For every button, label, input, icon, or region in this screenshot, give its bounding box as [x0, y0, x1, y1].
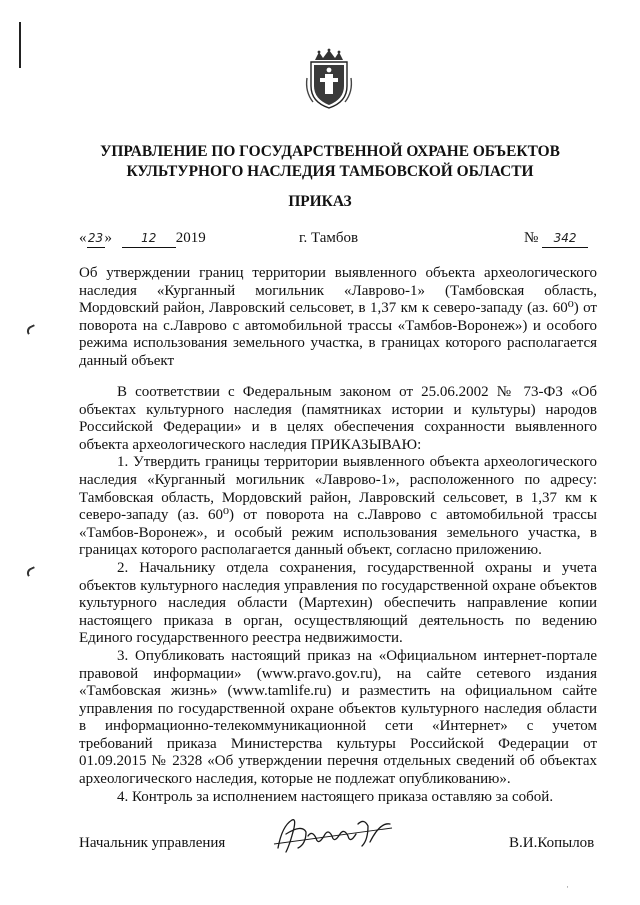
- order-number-value: 342: [542, 229, 588, 248]
- signatory-position: Начальник управления: [79, 835, 226, 851]
- agency-name: [60, 142, 600, 182]
- order-item-4: 4. Контроль за исполнением настоящего приказа оставляю за собой.: [117, 788, 554, 805]
- agency-name-line1: УПРАВЛЕНИЕ ПО ГОСУДАРСТВЕННОЙ ОХРАНЕ ОБЪЕКТОВ: [100, 143, 560, 160]
- coat-of-arms-icon: [303, 48, 355, 110]
- number-sign: №: [524, 230, 539, 246]
- order-number: [524, 229, 588, 248]
- date-year: 2019: [175, 230, 206, 246]
- agency-name-line2: КУЛЬТУРНОГО НАСЛЕДИЯ ТАМБОВСКОЙ ОБЛАСТИ: [126, 163, 534, 180]
- hole-punch-mark: [25, 566, 37, 577]
- order-item-1: 1. Утвердить границы территории выявленного объекта археологического наследия «Курганный могильник «Лаврово-1», расположенного по адресу: Тамбовская область, Мордовский район, Лавровский сельсовет, в 1,37 км к северо-западу (аз. 60⁰) от поворота на с.Лаврово с автомобильной трассы «Тамбов-Воронеж», и особый режим использования земельного участка, в границах которого располагается данный объект, согласно приложению.: [79, 454, 597, 559]
- signatory-name: В.И.Копылов: [509, 835, 595, 851]
- order-body: [79, 384, 597, 806]
- order-item-3: 3. Опубликовать настоящий приказ на «Официальном интернет-портале правовой информации» (www.pravo.gov.ru), на сайте сетевого издания «Тамбовская жизнь» (www.tamlife.ru) и разместить на официальном сайте управления по государственной охране объектов культурного наследия области в информационно-телекоммуникационной сети «Интернет» с учетом требований приказа Министерства культуры Российской Федерации от 01.09.2015 № 2328 «Об утверждении перечня отдельных сведений об объектах археологического наследия, которые не подлежат опубликованию».: [79, 647, 597, 788]
- date-open-quote: «: [79, 230, 87, 246]
- scan-edge-line: [19, 22, 21, 68]
- document-type-title: ПРИКАЗ: [288, 193, 352, 210]
- order-item-2: 2. Начальнику отдела сохранения, государственной охраны и учета объектов культурного наследия управления по государственной охране объектов культурного наследия области (Мартехин) обеспечить направление копии настоящего приказа в орган, осуществляющий деятельность по ведению Единого государственного реестра недвижимости.: [79, 559, 597, 647]
- date-month: 12: [122, 229, 176, 248]
- date-day: 23: [87, 229, 105, 248]
- preamble-paragraph: В соответствии с Федеральным законом от 25.06.2002 № 73-ФЗ «Об объектах культурного наследия (памятниках истории и культуры) народов Российской Федерации» и в целях обеспечения сохранности выявленного объекта археологического наследия ПРИКАЗЫВАЮ:: [79, 384, 597, 453]
- scan-artifact: ·: [566, 882, 569, 892]
- date-close-quote: »: [104, 230, 112, 246]
- order-date: [79, 229, 206, 248]
- order-subject: Об утверждении границ территории выявленного объекта археологического наследия «Курганный могильник «Лаврово-1» (Тамбовская область, Мордовский район, Лавровский сельсовет, в 1,37 км к северо-западу (аз. 60⁰) от поворота на с.Лаврово с автомобильной трассы «Тамбов-Воронеж») и особого режима использования земельного участка, в границах которого располагается данный объект: [79, 265, 597, 369]
- hole-punch-mark: [25, 324, 37, 335]
- order-city: г. Тамбов: [299, 230, 359, 246]
- signature-image: [272, 814, 404, 858]
